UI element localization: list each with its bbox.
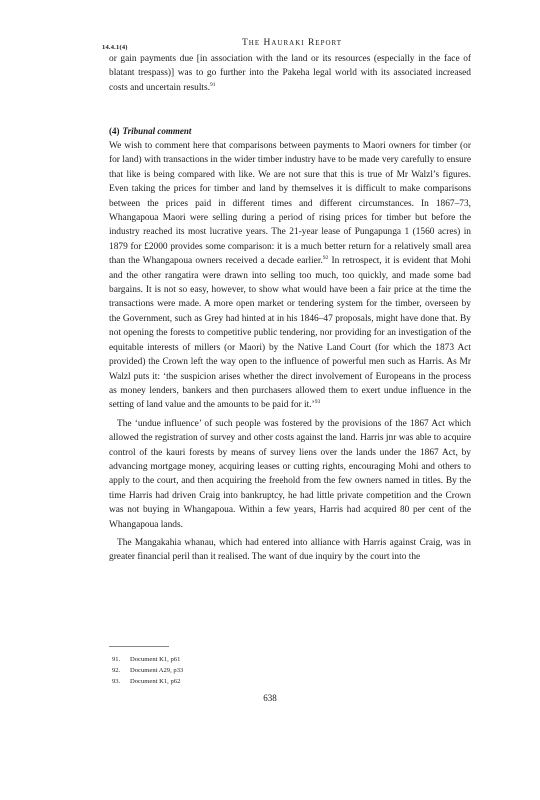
body-paragraph (109, 417, 471, 532)
footnote-number: 92. (112, 667, 121, 674)
footnote-number: 93. (112, 678, 121, 685)
footnote-ref: 93 (314, 399, 321, 406)
body-paragraph (109, 536, 471, 565)
footnote-text: Document A29, p33 (130, 667, 184, 674)
section-heading (109, 126, 191, 136)
footnote (112, 676, 183, 687)
continuation-paragraph (109, 52, 471, 95)
paragraph-text: The Mangakahia whanau, which had entered into alliance with Harris against Craig, was in greater financial peril than it realised. The want of due inquiry by the court into the (109, 537, 471, 563)
footnote-text: Document K1, p62 (130, 678, 181, 685)
main-body (109, 139, 471, 565)
footnote-ref: 92 (322, 255, 329, 262)
section-heading-number: (4) (109, 126, 120, 136)
footnote-number: 91. (112, 656, 121, 663)
paragraph-text: In retrospect, it is evident that Mohi and the other rangatira were drawn into selling too much, too quickly, and made some bad bargains. It is not so easy, however, to show what would have been a fair price at the time the transactions were made. A more open market or tendering system for the timber, overseen by the Government, such as Grey had hinted at in his 1846–47 proposals, might have done that. By not opening the forests to competitive public tendering, nor providing for an investigation of the equitable interests of millers (or Maori) by the Native Land Court (for which the 1873 Act provided) the Crown left the way open to the influence of powerful men such as Harris. As Mr Walzl puts it: ‘the suspicion arises whether the direct involvement of Europeans in the process as money lenders, bankers and then purchasers allowed them to exert undue influence in the setting of land value and the amounts to be paid for it.’ (109, 256, 471, 411)
paragraph-text: We wish to comment here that comparisons between payments to Maori owners for timber (or for land) with transactions in the wider timber industry have to be made very carefully to ensure that like is being compared with like. We are not sure that this is true of Mr Walzl’s figures. Even taking the prices for timber and land by themselves it is difficult to make comparisons between the prices paid in different times and different circumstances. In 1867–73, Whangapoua Maori were selling during a period of rising prices for timber but before the industry reached its most lucrative years. The 21-year lease of Pungapunga 1 (1560 acres) in 1879 for £2000 provides some comparison: it is a much better return for a relatively small area than the Whangapoua owners received a decade earlier. (109, 141, 471, 267)
page-number: 638 (263, 693, 277, 703)
section-number: 14.4.1(4) (102, 44, 128, 51)
footnote-text: Document K1, p61 (130, 656, 181, 663)
paragraph-text: The ‘undue influence’ of such people was fostered by the provisions of the 1867 Act which allowed the registration of survey and other costs against the land. Harris jnr was able to acquire control of the kauri forests by means of survey liens over the lands under the 1867 Act, by advancing mortgage money, acquiring leases or cutting rights, encouraging Mohi and others to apply to the court, and then acquiring the freehold from the few owners named in titles. By the time Harris had driven Craig into bankruptcy, he had little private competition and the Crown was not buying in Whangapoua. Within a few years, Harris had acquired 80 per cent of the Whangapoua lands. (109, 418, 471, 530)
footnote-ref: 91 (210, 81, 216, 88)
body-paragraph (109, 139, 471, 413)
footnote (112, 665, 183, 676)
running-head: The Hauraki Report (242, 38, 343, 48)
footnote-divider (109, 646, 169, 647)
footnotes (112, 654, 183, 687)
footnote (112, 654, 183, 665)
section-heading-title: Tribunal comment (122, 126, 192, 136)
continuation-text: or gain payments due [in association with the land or its resources (especially in the face of blatant trespass)] was to go further into the Pakeha legal world with its associated increased costs and uncertain results. (109, 54, 471, 93)
